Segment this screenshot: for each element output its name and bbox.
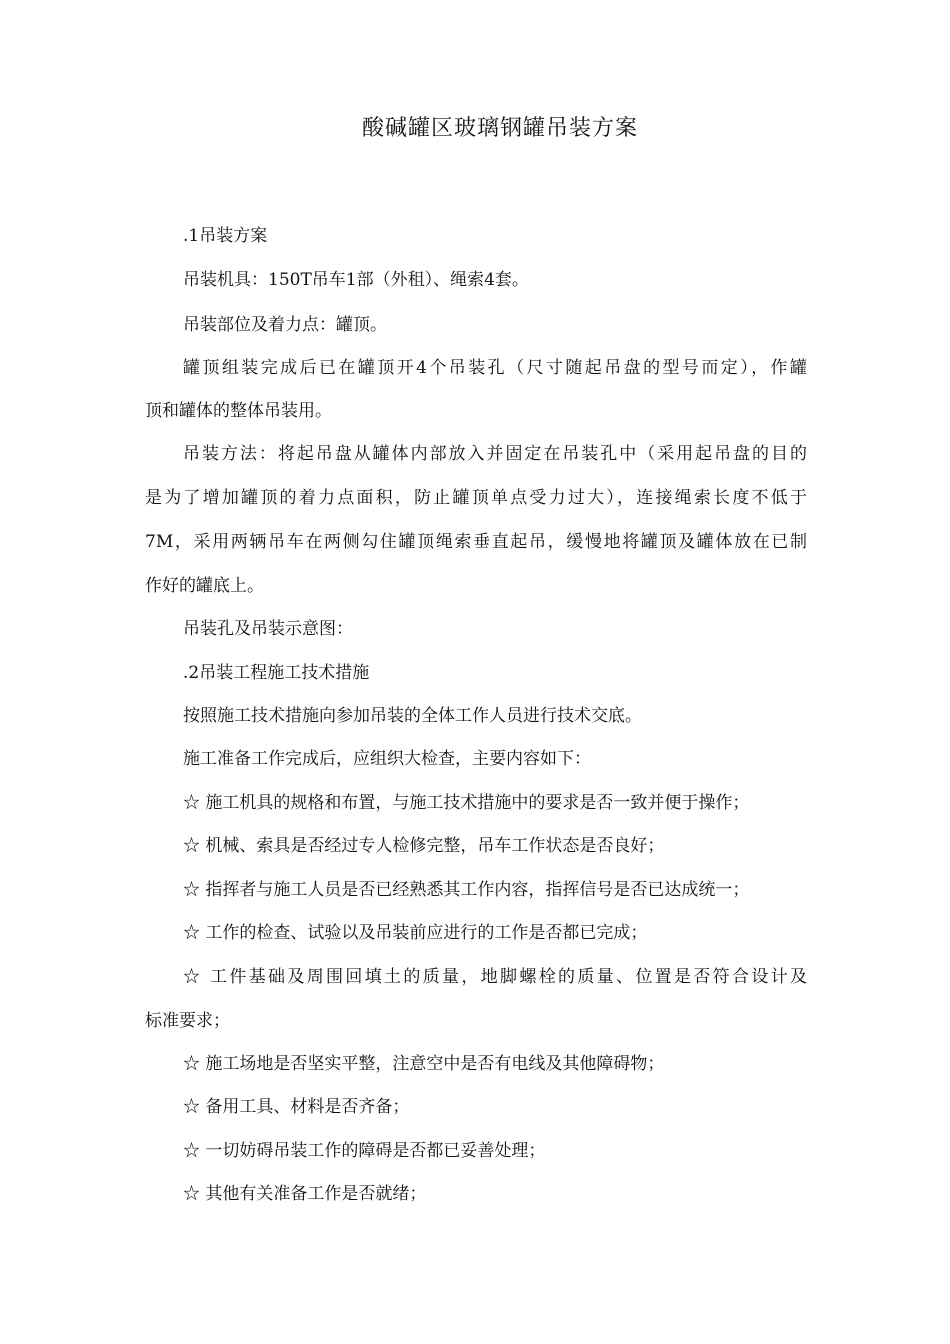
checklist-item-foundation-line-1: ☆ 工件基础及周围回填土的质量，地脚螺栓的质量、位置是否符合设计及 — [183, 967, 807, 987]
paragraph-lifting-holes-line-1: 罐顶组装完成后已在罐顶开4个吊装孔（尺寸随起吊盘的型号而定），作罐 — [183, 358, 807, 378]
section-heading-lifting-plan: .1吊装方案 — [183, 226, 268, 246]
paragraph-lifting-equipment: 吊装机具：150T吊车1部（外租）、绳索4套。 — [183, 270, 529, 290]
checklist-item-spare-tools: ☆ 备用工具、材料是否齐备； — [183, 1097, 410, 1117]
paragraph-lifting-method-line-4: 作好的罐底上。 — [145, 576, 264, 596]
checklist-item-site-condition: ☆ 施工场地是否坚实平整，注意空中是否有电线及其他障碍物； — [183, 1054, 665, 1074]
document-title: 酸碱罐区玻璃钢罐吊装方案 — [361, 116, 638, 141]
checklist-item-other-preparations: ☆ 其他有关准备工作是否就绪； — [183, 1184, 427, 1204]
checklist-item-pre-lift-work: ☆ 工作的检查、试验以及吊装前应进行的工作是否都已完成； — [183, 923, 648, 943]
paragraph-lifting-method-line-2: 是为了增加罐顶的着力点面积，防止罐顶单点受力过大），连接绳索长度不低于 — [145, 488, 807, 508]
checklist-item-obstacles-cleared: ☆ 一切妨碍吊装工作的障碍是否都已妥善处理； — [183, 1141, 546, 1161]
paragraph-inspection-intro: 施工准备工作完成后，应组织大检查，主要内容如下： — [183, 749, 591, 769]
checklist-item-personnel-signals: ☆ 指挥者与施工人员是否已经熟悉其工作内容，指挥信号是否已达成统一； — [183, 880, 750, 900]
paragraph-technical-briefing: 按照施工技术措施向参加吊装的全体工作人员进行技术交底。 — [183, 706, 642, 726]
paragraph-lifting-holes-line-2: 顶和罐体的整体吊装用。 — [145, 401, 332, 421]
paragraph-diagram-caption: 吊装孔及吊装示意图： — [183, 619, 353, 639]
checklist-item-foundation-line-2: 标准要求； — [145, 1011, 230, 1031]
checklist-item-rigging-status: ☆ 机械、索具是否经过专人检修完整，吊车工作状态是否良好； — [183, 836, 665, 856]
paragraph-lifting-point: 吊装部位及着力点：罐顶。 — [183, 315, 387, 335]
paragraph-lifting-method-line-3: 7M，采用两辆吊车在两侧勾住罐顶绳索垂直起吊，缓慢地将罐顶及罐体放在已制 — [145, 532, 807, 552]
checklist-item-equipment-layout: ☆ 施工机具的规格和布置，与施工技术措施中的要求是否一致并便于操作； — [183, 793, 750, 813]
paragraph-lifting-method-line-1: 吊装方法：将起吊盘从罐体内部放入并固定在吊装孔中（采用起吊盘的目的 — [183, 444, 807, 464]
section-heading-technical-measures: .2吊装工程施工技术措施 — [183, 663, 370, 683]
